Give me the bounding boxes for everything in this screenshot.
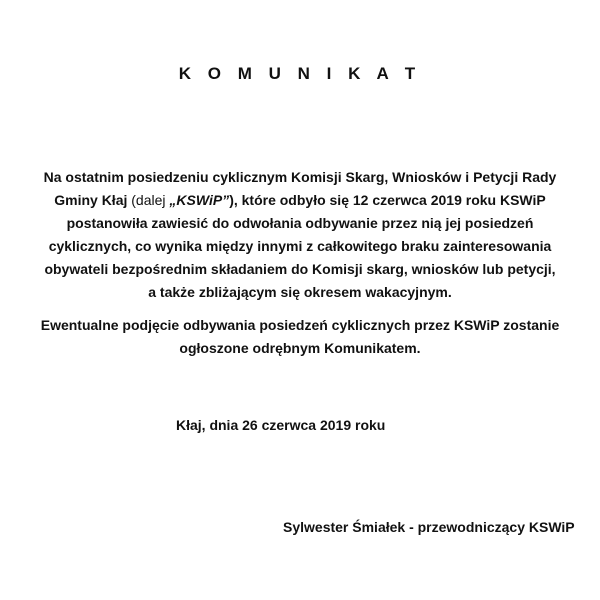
announcement-paragraph — [20, 166, 580, 304]
follow-up-paragraph — [20, 314, 580, 360]
paragraph-line: Na ostatnim posiedzeniu cyklicznym Komisji Skarg, Wniosków i Petycji Rady — [43, 169, 557, 185]
paragraph-line: obywateli bezpośrednim składaniem do Komisji skarg, wniosków lub petycji, — [44, 261, 556, 277]
paragraph-line-part: ), które odbyło się 12 czerwca 2019 roku KSWiP — [229, 192, 546, 208]
paragraph-line: a także zbliżającym się okresem wakacyjnym. — [148, 284, 452, 300]
paragraph-line: postanowiła zawiesić do odwołania odbywanie przez nią jej posiedzeń — [66, 215, 534, 231]
document-title: K O M U N I K A T — [178, 64, 422, 83]
paragraph-line-part: (dalej — [131, 192, 170, 208]
abbreviation-kswip: „KSWiP” — [169, 192, 230, 208]
paragraph-line: cyklicznych, co wynika między innymi z całkowitego braku zainteresowania — [48, 238, 552, 254]
paragraph-line-part: Gminy Kłaj — [54, 192, 132, 208]
place-and-date: Kłaj, dnia 26 czerwca 2019 roku — [176, 417, 386, 433]
paragraph-line: Ewentualne podjęcie odbywania posiedzeń cyklicznych przez KSWiP zostanie — [40, 317, 560, 333]
signature-line: Sylwester Śmiałek - przewodniczący KSWiP — [283, 519, 575, 535]
paragraph-line: ogłoszone odrębnym Komunikatem. — [179, 340, 421, 356]
